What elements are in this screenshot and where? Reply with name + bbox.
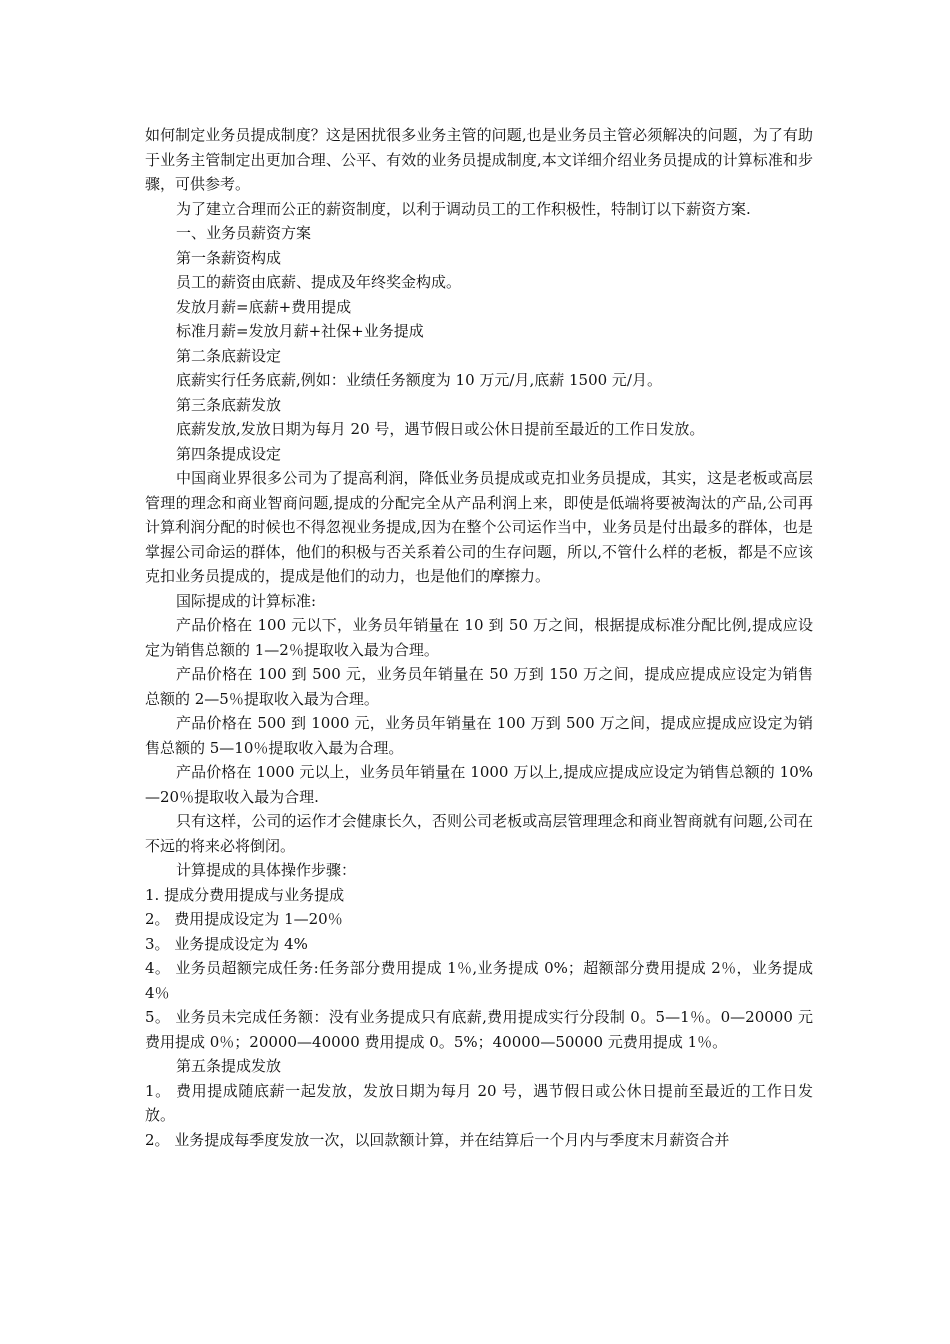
list-item: 2。 费用提成设定为 1—20％ [145, 910, 343, 928]
purpose-paragraph: 为了建立合理而公正的薪资制度，以利于调动员工的工作积极性，特制订以下薪资方案. [176, 199, 751, 218]
body-paragraph: 产品价格在 1000 元以上，业务员年销量在 1000 万以上,提成应提成应设定为销售总额的 10%—20％提取收入最为合理. [145, 763, 813, 806]
list-item: 5。 业务员未完成任务额：没有业务提成只有底薪,费用提成实行分段制 0。5—1％。0—20000 元费用提成 0％；20000—40000 费用提成 0。5%；40000—50000 元费用提成 1％。 [145, 1008, 813, 1051]
body-paragraph: 产品价格在 100 元以下，业务员年销量在 10 到 50 万之间，根据提成标准分配比例,提成应设定为销售总额的 1—2％提取收入最为合理。 [145, 616, 813, 659]
article-heading: 第四条提成设定 [176, 444, 282, 463]
subheading: 计算提成的具体操作步骤： [176, 861, 357, 879]
article-heading: 第五条提成发放 [176, 1057, 282, 1075]
document-body [145, 123, 813, 1152]
list-item: 4。 业务员超额完成任务:任务部分费用提成 1％,业务提成 0%；超额部分费用提成 2％，业务提成 4％ [145, 959, 813, 1002]
article-heading: 第三条底薪发放 [176, 395, 282, 414]
body-paragraph: 产品价格在 100 到 500 元，业务员年销量在 50 万到 150 万之间，提成应提成应设定为销售总额的 2—5％提取收入最为合理。 [145, 665, 813, 708]
article-heading: 第二条底薪设定 [176, 346, 282, 365]
intro-paragraph: 如何制定业务员提成制度？这是困扰很多业务主管的问题,也是业务员主管必须解决的问题，为了有助于业务主管制定出更加合理、公平、有效的业务员提成制度,本文详细介绍业务员提成的计算标准和步骤，可供参考。 [145, 126, 813, 193]
body-paragraph: 底薪发放,发放日期为每月 20 号，遇节假日或公休日提前至最近的工作日发放。 [176, 420, 705, 438]
subheading: 国际提成的计算标准: [176, 591, 317, 610]
body-paragraph: 中国商业界很多公司为了提高利润，降低业务员提成或克扣业务员提成，其实，这是老板或高层管理的理念和商业智商问题,提成的分配完全从产品利润上来，即使是低端将要被淘汰的产品,公司再计算利润分配的时候也不得忽视业务提成,因为在整个公司运作当中，业务员是付出最多的群体，也是掌握公司命运的群体，他们的积极与否关系着公司的生存问题，所以,不管什么样的老板，都是不应该克扣业务员提成的，提成是他们的动力，也是他们的摩擦力。 [145, 469, 813, 585]
list-item: 1。 费用提成随底薪一起发放，发放日期为每月 20 号，遇节假日或公休日提前至最近的工作日发放。 [145, 1081, 813, 1124]
body-paragraph: 员工的薪资由底薪、提成及年终奖金构成。 [176, 273, 462, 291]
article-heading: 第一条薪资构成 [176, 248, 282, 267]
body-paragraph: 底薪实行任务底薪,例如：业绩任务额度为 10 万元/月,底薪 1500 元/月。 [176, 371, 662, 389]
list-item: 2。 业务提成每季度发放一次，以回款额计算，并在结算后一个月内与季度末月薪资合并 [145, 1130, 730, 1149]
list-item: 3。 业务提成设定为 4% [145, 934, 308, 953]
formula-line: 标准月薪=发放月薪+社保+业务提成 [176, 322, 424, 340]
body-paragraph: 只有这样，公司的运作才会健康长久，否则公司老板或高层管理理念和商业智商就有问题,公司在不远的将来必将倒闭。 [145, 812, 813, 855]
list-item: 1. 提成分费用提成与业务提成 [145, 885, 345, 904]
section-heading: 一、业务员薪资方案 [176, 224, 312, 242]
formula-line: 发放月薪=底薪+费用提成 [176, 297, 352, 316]
body-paragraph: 产品价格在 500 到 1000 元，业务员年销量在 100 万到 500 万之间，提成应提成应设定为销售总额的 5—10％提取收入最为合理。 [145, 714, 813, 757]
